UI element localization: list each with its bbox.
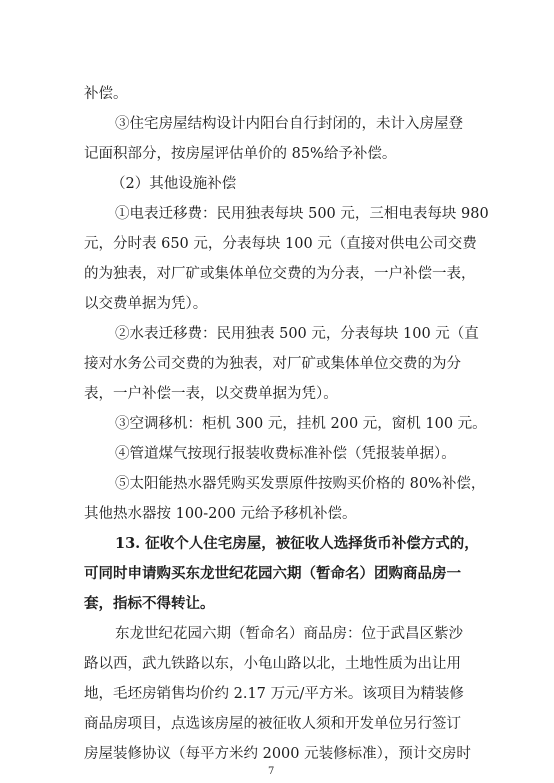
text-line: ④管道煤气按现行报装收费标准补偿（凭报装单据）。 bbox=[115, 446, 456, 462]
text-line: 记面积部分，按房屋评估单价的 85%给予补偿。 bbox=[84, 146, 397, 162]
text-line: （2）其他设施补偿 bbox=[111, 176, 237, 192]
text-line: 以交费单据为凭）。 bbox=[84, 296, 208, 312]
text-line: 房屋装修协议（每平方米约 2000 元装修标准），预计交房时 bbox=[84, 746, 471, 762]
text-line: 路以西，武九铁路以东，小龟山路以北，土地性质为出让用 bbox=[84, 656, 461, 672]
text-line: 地，毛坯房销售均价约 2.17 万元/平方米。该项目为精装修 bbox=[84, 686, 464, 702]
text-line: ③住宅房屋结构设计内阳台自行封闭的，未计入房屋登 bbox=[115, 116, 463, 132]
text-line: ②水表迁移费：民用独表 500 元，分表每块 100 元（直 bbox=[115, 326, 479, 342]
page-number: 7 bbox=[268, 766, 275, 777]
bold-text-line: 可同时申请购买东龙世纪花园六期（暂命名）团购商品房一 bbox=[84, 565, 461, 582]
text-line: 表，一户补偿一表，以交费单据为凭）。 bbox=[84, 386, 338, 402]
text-line: 补偿。 bbox=[84, 86, 128, 102]
bold-text-line: 13. 征收个人住宅房屋，被征收人选择货币补偿方式的， bbox=[115, 535, 479, 552]
text-line: ③空调移机：柜机 300 元，挂机 200 元，窗机 100 元。 bbox=[115, 416, 487, 432]
text-line: ⑤太阳能热水器凭购买发票原件按购买价格的 80%补偿， bbox=[115, 476, 486, 492]
text-line: 的为独表，对厂矿或集体单位交费的为分表，一户补偿一表， bbox=[84, 266, 476, 282]
text-line: 其他热水器按 100-200 元给予移机补偿。 bbox=[84, 506, 357, 522]
text-line: 商品房项目，点选该房屋的被征收人须和开发单位另行签订 bbox=[84, 716, 461, 732]
bold-text-line: 套，指标不得转让。 bbox=[84, 595, 215, 612]
text-line: 东龙世纪花园六期（暂命名）商品房：位于武昌区紫沙 bbox=[115, 626, 463, 642]
text-line: 接对水务公司交费的为独表，对厂矿或集体单位交费的为分 bbox=[84, 356, 461, 372]
text-line: ①电表迁移费：民用独表每块 500 元，三相电表每块 980 bbox=[115, 206, 489, 222]
text-line: 元，分时表 650 元，分表每块 100 元（直接对供电公司交费 bbox=[84, 236, 477, 252]
